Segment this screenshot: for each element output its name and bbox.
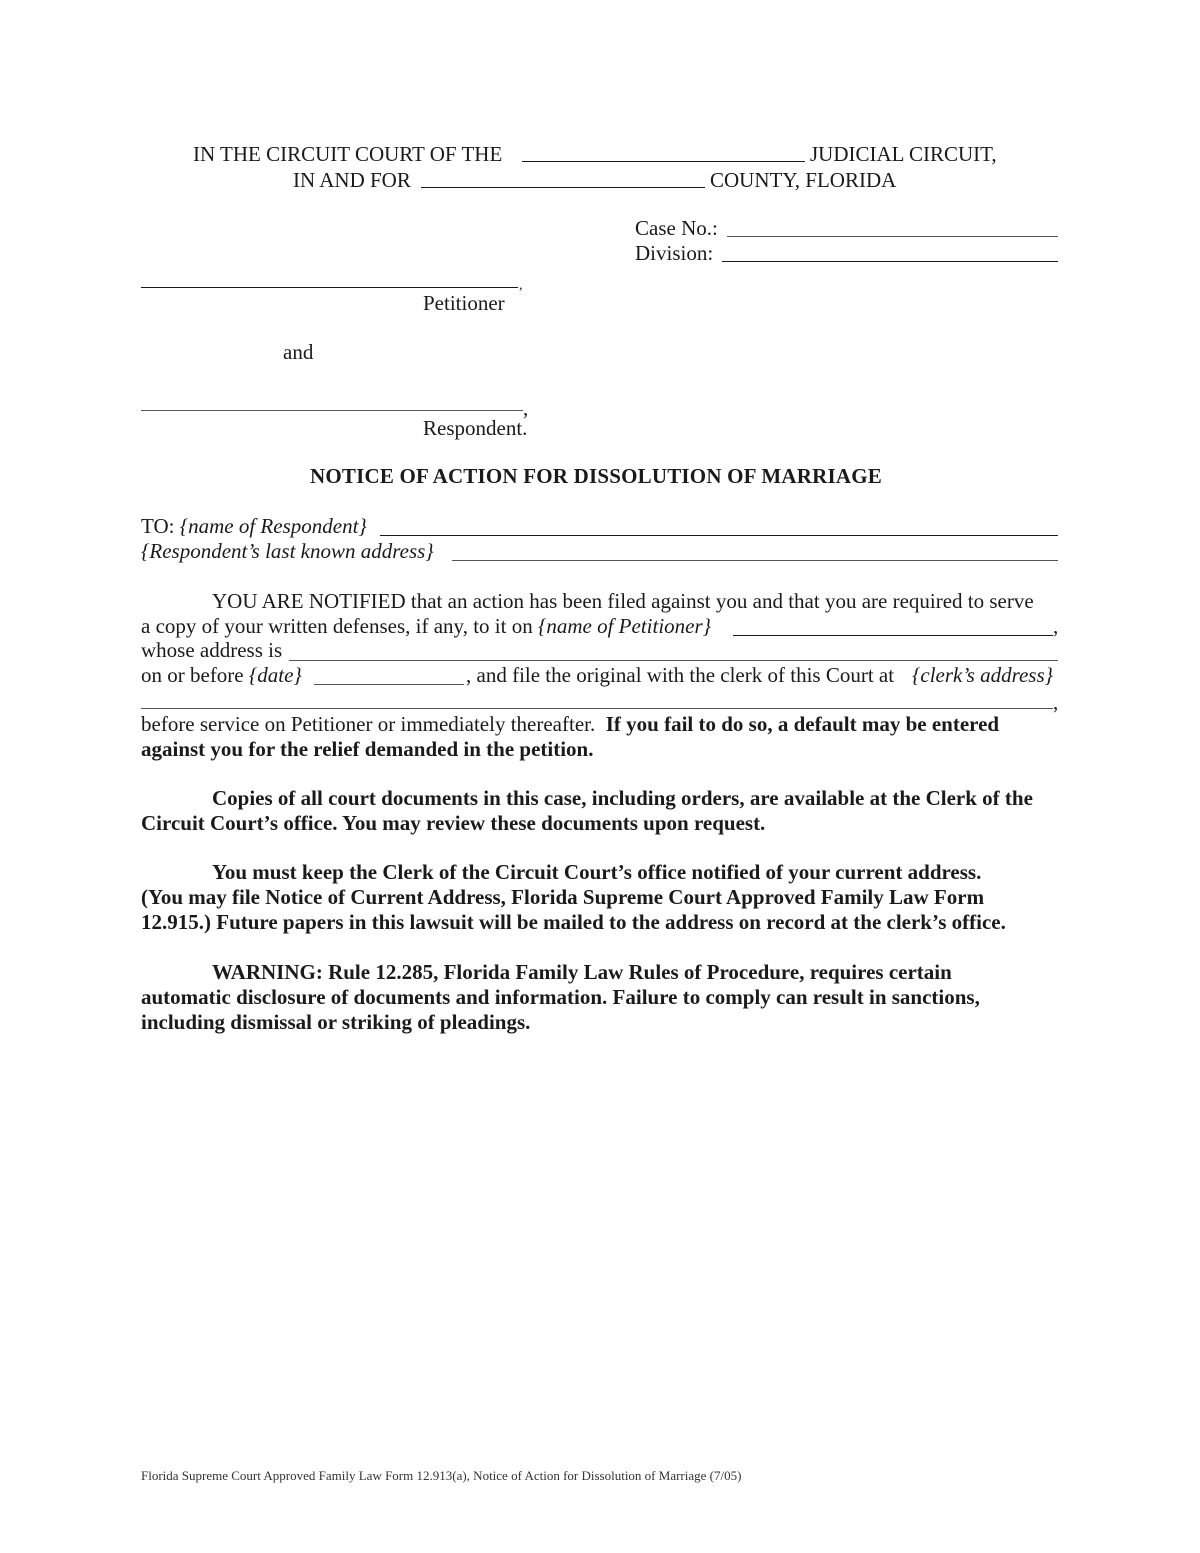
petitioner-name-placeholder: {name of Petitioner} <box>537 614 712 638</box>
p1-line6 <box>141 712 999 736</box>
to-line <box>141 514 367 538</box>
clerk-address-placeholder: {clerk’s address} <box>912 663 1054 687</box>
division-label: Division: <box>635 241 714 265</box>
p1-line4-mid: , and file the original with the clerk of this Court at <box>466 663 895 687</box>
p1-line5-comma: , <box>1053 690 1059 714</box>
in-and-for-label: IN AND FOR <box>293 168 411 192</box>
respondent-address-field[interactable] <box>452 560 1058 561</box>
p1-line2-prefix: a copy of your written defenses, if any, to it on <box>141 614 533 638</box>
p1-line6-bold: If you fail to do so, a default may be entered <box>605 712 1000 736</box>
p1-line4-prefix: on or before {date} <box>141 663 302 687</box>
petitioner-name-field[interactable] <box>733 635 1053 636</box>
p3-line2: (You may file Notice of Current Address, Florida Supreme Court Approved Family Law Form <box>141 885 985 909</box>
petitioner-comma: , <box>519 278 523 293</box>
and-label: and <box>283 340 314 364</box>
respondent-name-placeholder: {name of Respondent} <box>179 514 367 538</box>
case-no-label: Case No.: <box>635 216 718 240</box>
respondent-label: Respondent. <box>423 416 528 440</box>
document-title: NOTICE OF ACTION FOR DISSOLUTION OF MARRIAGE <box>310 464 882 488</box>
p2-line1: Copies of all court documents in this case, including orders, are available at the Clerk of the <box>212 786 1033 810</box>
respondent-comma: , <box>523 396 529 420</box>
form-footer: Florida Supreme Court Approved Family Law Form 12.913(a), Notice of Action for Dissolution of Marriage (7/05) <box>141 1468 742 1483</box>
date-placeholder: {date} <box>248 663 302 687</box>
p1-line7: against you for the relief demanded in the petition. <box>141 737 594 761</box>
p1-line6-normal: before service on Petitioner or immediately thereafter. <box>141 712 596 736</box>
respondent-name-blank[interactable] <box>141 410 523 411</box>
respondent-name-field[interactable] <box>380 535 1058 536</box>
date-field[interactable] <box>314 684 464 685</box>
p4-line3: including dismissal or striking of pleadings. <box>141 1010 531 1034</box>
county-florida-label: COUNTY, FLORIDA <box>710 168 897 192</box>
p2-line2: Circuit Court’s office. You may review these documents upon request. <box>141 811 766 835</box>
judicial-circuit-blank[interactable] <box>522 161 805 162</box>
p1-line2 <box>141 614 711 638</box>
p1-line1: YOU ARE NOTIFIED that an action has been filed against you and that you are required to serve <box>212 589 1034 613</box>
p3-line1: You must keep the Clerk of the Circuit Court’s office notified of your current address. <box>212 860 982 884</box>
court-prefix: IN THE CIRCUIT COURT OF THE <box>193 142 503 166</box>
p1-line3: whose address is <box>141 638 283 662</box>
petitioner-label: Petitioner <box>423 291 505 315</box>
petitioner-address-field[interactable] <box>289 660 1058 661</box>
judicial-circuit-label: JUDICIAL CIRCUIT, <box>810 142 997 166</box>
case-no-blank[interactable] <box>727 236 1058 237</box>
p4-line2: automatic disclosure of documents and information. Failure to comply can result in sanctions, <box>141 985 980 1009</box>
petitioner-name-blank[interactable] <box>141 287 518 288</box>
p1-line2-comma: , <box>1053 614 1059 638</box>
to-label: TO: <box>141 514 175 538</box>
respondent-address-placeholder: {Respondent’s last known address} <box>141 539 434 563</box>
p4-line1: WARNING: Rule 12.285, Florida Family Law Rules of Procedure, requires certain <box>212 960 952 984</box>
division-blank[interactable] <box>722 261 1058 262</box>
county-blank[interactable] <box>421 187 705 188</box>
clerk-address-field[interactable] <box>141 708 1053 709</box>
p3-line3: 12.915.) Future papers in this lawsuit will be mailed to the address on record at the clerk’s office. <box>141 910 1006 934</box>
